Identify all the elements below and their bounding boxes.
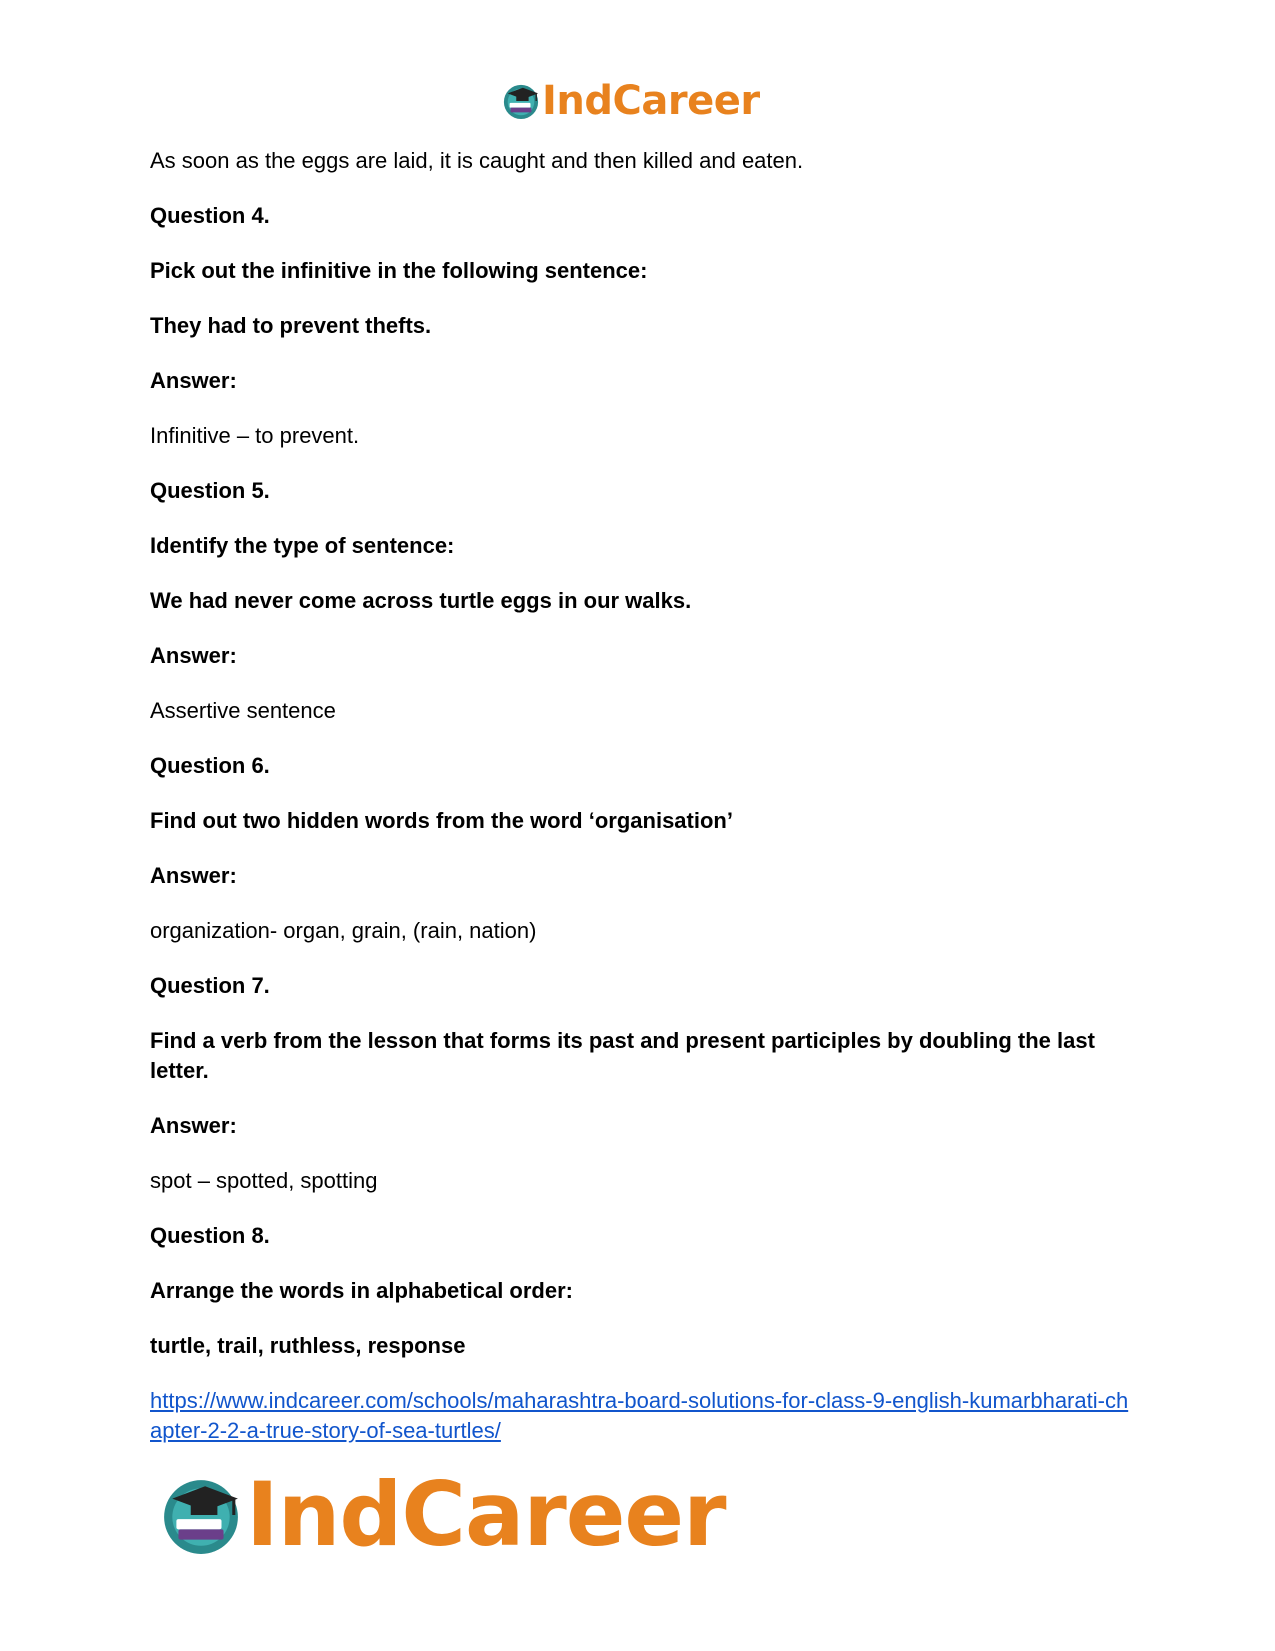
source-link[interactable]: https://www.indcareer.com/schools/maharashtra-board-solutions-for-class-9-english-kumarbharati-chapter-2-2-a-true-story-of-sea-turtles/ xyxy=(150,1388,1129,1443)
answer-label: Answer: xyxy=(150,368,237,393)
question-8-words: turtle, trail, ruthless, response xyxy=(150,1333,466,1358)
question-4-instruction: Pick out the infinitive in the following sentence: xyxy=(150,258,648,283)
answer-label: Answer: xyxy=(150,863,237,888)
answer-label: Answer: xyxy=(150,1113,237,1138)
graduation-cap-book-logo-icon xyxy=(502,82,540,120)
question-5-instruction: Identify the type of sentence: xyxy=(150,533,455,558)
brand-name: IndCareer xyxy=(542,78,760,124)
question-5-answer: Assertive sentence xyxy=(150,698,336,723)
question-6-instruction: Find out two hidden words from the word ‘organisation’ xyxy=(150,808,733,833)
question-7-heading: Question 7. xyxy=(150,973,270,998)
document-body xyxy=(150,146,1130,1471)
question-8-heading: Question 8. xyxy=(150,1223,270,1248)
text-line-1: As soon as the eggs are laid, it is caught and then killed and eaten. xyxy=(150,148,804,173)
answer-label: Answer: xyxy=(150,643,237,668)
question-7-answer: spot – spotted, spotting xyxy=(150,1168,378,1193)
question-4-answer: Infinitive – to prevent. xyxy=(150,423,360,448)
question-5-sentence: We had never come across turtle eggs in our walks. xyxy=(150,588,692,613)
graduation-cap-book-logo-icon xyxy=(160,1474,242,1556)
footer-logo xyxy=(160,1463,726,1566)
header-logo xyxy=(502,78,760,124)
question-7-instruction: Find a verb from the lesson that forms its past and present participles by doubling the last letter. xyxy=(150,1028,1095,1083)
question-5-heading: Question 5. xyxy=(150,478,270,503)
question-6-heading: Question 6. xyxy=(150,753,270,778)
question-6-answer: organization- organ, grain, (rain, nation) xyxy=(150,918,537,943)
question-4-heading: Question 4. xyxy=(150,203,270,228)
brand-name: IndCareer xyxy=(246,1463,726,1566)
question-4-sentence: They had to prevent thefts. xyxy=(150,313,432,338)
question-8-instruction: Arrange the words in alphabetical order: xyxy=(150,1278,573,1303)
